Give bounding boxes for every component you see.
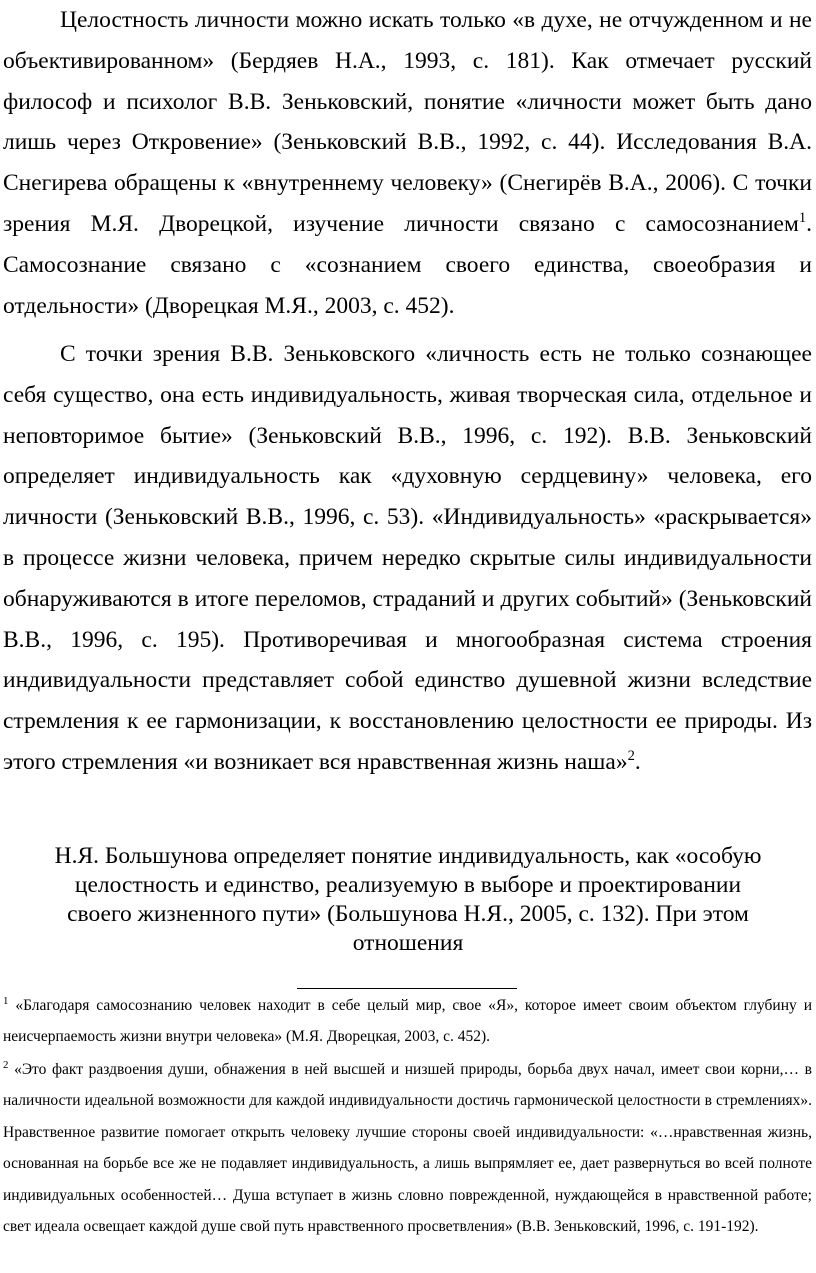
footnote-1-text: «Благодаря самосознанию человек находит в себе целый мир, свое «Я», которое имеет своим объектом глубину и неисчерпаемость жизни внутри человека» (М.Я. Дворецкая, 2003, с. 452). xyxy=(3,997,812,1046)
paragraph-1-text: Целостность личности можно искать только «в духе, не отчужденном и не объективированном» (Бердяев Н.А., 1993, с. 181). Как отмечает русский философ и психолог В.В. Зеньковский, понятие «личности может быть дано лишь через Откровение» (Зеньковский В.В., 1992, с. 44). Исследования В.А. Снегирева обращены к «внутреннему человеку» (Снегирёв В.А., 2006). С точки зрения М.Я. Дворецкой, изучение личности связано с самосознанием xyxy=(3,7,812,237)
centered-line-1: Н.Я. Большунова определяет понятие индивидуальность, как «особую xyxy=(54,843,762,869)
centered-line-4: отношения xyxy=(352,930,464,956)
paragraph-2-text: С точки зрения В.В. Зеньковского «личность есть не только сознающее себя существо, она есть индивидуальность, живая творческая сила, отдельное и неповторимое бытие» (Зеньковский В.В., 1996, с. 192). В.В. Зеньковский определяет индивидуальность как «духовную сердцевину» человека, его личности (Зеньковский В.В., 1996, с. 53). «Индивидуальность» «раскрывается» в процессе жизни человека, причем нередко скрытые силы индивидуальности обнаруживаются в итоге переломов, страданий и других событий» (Зеньковский В.В., 1996, с. 195). Противоречивая и многообразная система строения индивидуальности представляет собой единство душевной жизни вследствие стремления к ее гармонизации, к восстановлению целостности ее природы. Из этого стремления «и возникает вся нравственная жизнь наша» xyxy=(3,341,812,775)
paragraph-2-text-after: . xyxy=(634,748,641,775)
footnote-1 xyxy=(3,990,812,1053)
centered-paragraph xyxy=(0,842,816,958)
footnote-ref-1[interactable]: 1 xyxy=(798,210,807,227)
centered-line-2: целостность и единство, реализуемую в выборе и проектировании xyxy=(74,872,742,898)
footnote-number-2: 2 xyxy=(3,1058,9,1071)
footnote-separator xyxy=(297,988,517,989)
centered-line-3: своего жизненного пути» (Большунова Н.Я., 2005, с. 132). При этом xyxy=(67,901,749,927)
footnote-2-text: «Это факт раздвоения души, обнажения в ней высшей и низшей природы, борьба двух начал, имеет свои корни,… в наличности идеальной возможности для каждой индивидуальности достичь гармонической целостности в стремлениях». Нравственное развитие помогает открыть человеку лучшие стороны своей индивидуальности: «…нравственная жизнь, основанная на борьбе все же не подавляет индивидуальность, а лишь выпрямляет ее, дает развернуться во всей полноте индивидуальных особенностей… Душа вступает в жизнь словно поврежденной, нуждающейся в нравственной работе; свет идеала освещает каждой душе свой путь нравственного просветвления» (В.В. Зеньковский, 1996, с. 191-192). xyxy=(3,1061,812,1236)
footnote-2 xyxy=(3,1054,812,1242)
body-paragraph-1 xyxy=(3,0,812,326)
body-paragraph-2 xyxy=(3,334,812,783)
paragraph-1-text-after: . Самосознание связано с «сознанием своего единства, своеобразия и отдельности» (Дворецкая М.Я., 2003, с. 452). xyxy=(3,210,812,319)
footnote-ref-2[interactable]: 2 xyxy=(627,748,635,765)
footnote-number-1: 1 xyxy=(3,994,9,1007)
